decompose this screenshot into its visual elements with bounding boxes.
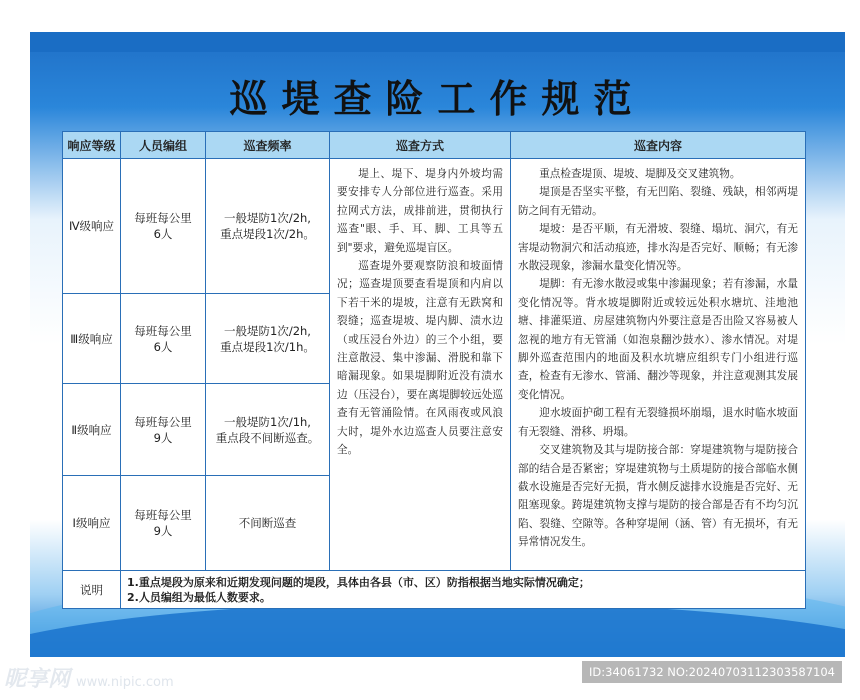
content-paragraph: 迎水坡面护砌工程有无裂缝损坏崩塌，退水时临水坡面有无裂缝、滑移、坍塌。 xyxy=(518,407,798,438)
header-level: 响应等级 xyxy=(63,132,121,159)
frequency-cell: 一般堤防1次/2h, 重点堤段1次/1h。 xyxy=(206,294,330,384)
frequency-cell: 一般堤防1次/2h, 重点堤段1次/2h。 xyxy=(206,159,330,294)
content-paragraph: 堤脚：有无渗水散浸或集中渗漏现象；若有渗漏，水量变化情况等。背水坡堤脚附近或较远处积水塘坑、洼地池塘、排灌渠道、房屋建筑物内外要注意是否出险又容易被人忽视的地方有无管涌（如泡泉翻沙鼓水）、渗水情况。对堤脚外巡查范围内的地面及积水坑塘应组织专门小组进行巡查，检查有无渗水、管涌、翻沙等现象，并注意观测其发展变化情况。 xyxy=(518,278,798,401)
header-frequency: 巡查频率 xyxy=(206,132,330,159)
table-header-row xyxy=(63,132,806,159)
patrol-spec-table xyxy=(62,131,806,609)
note-label: 说明 xyxy=(63,571,121,609)
method-paragraph: 堤上、堤下、堤身内外坡均需要安排专人分部位进行巡查。采用拉网式方法，成排前进，贯彻执行巡查"眼、手、耳、脚、工具等五到"要求，避免巡堤盲区。 xyxy=(337,168,503,254)
staff-cell: 每班每公里 6人 xyxy=(121,159,206,294)
header-content: 巡查内容 xyxy=(511,132,806,159)
page-title: 巡堤查险工作规范 xyxy=(229,77,646,121)
level-cell: Ⅱ级响应 xyxy=(63,384,121,476)
frequency-cell: 一般堤防1次/1h, 重点段不间断巡查。 xyxy=(206,384,330,476)
content-cell xyxy=(511,159,806,571)
content-paragraph: 堤坡：是否平顺，有无滑坡、裂缝、塌坑、洞穴，有无害堤动物洞穴和活动痕迹，排水沟是否完好、顺畅；有无渗水散浸现象，渗漏水量变化情况等。 xyxy=(518,223,798,273)
content-paragraph: 堤顶是否坚实平整，有无凹陷、裂缝、残缺，相邻两堤防之间有无错动。 xyxy=(518,186,798,217)
note-line: 2.人员编组为最低人数要求。 xyxy=(127,590,271,604)
method-cell xyxy=(330,159,511,571)
staff-cell: 每班每公里 6人 xyxy=(121,294,206,384)
content-paragraph: 重点检查堤顶、堤坡、堤脚及交叉建筑物。 xyxy=(539,168,741,180)
note-line: 1.重点堤段为原来和近期发现问题的堤段，具体由各县（市、区）防指根据当地实际情况确定； xyxy=(127,575,590,589)
top-stripe xyxy=(30,32,845,52)
watermark-brand: 昵享网 xyxy=(4,667,71,692)
content-paragraph: 交叉建筑物及其与堤防接合部：穿堤建筑物与堤防接合部的结合是否紧密；穿堤建筑物与土质堤防的接合部临水侧截水设施是否完好无损，背水侧反滤排水设施是否完好、无阻塞现象。跨堤建筑物支撑与堤防的接合部是否有不均匀沉陷、裂缝、空隙等。各种穿堤闸（涵、管）有无损坏，有无异常情况发生。 xyxy=(518,444,798,549)
table-row xyxy=(63,159,806,294)
frequency-cell: 不间断巡查 xyxy=(206,476,330,571)
level-cell: Ⅳ级响应 xyxy=(63,159,121,294)
watermark xyxy=(4,662,174,693)
header-method: 巡查方式 xyxy=(330,132,511,159)
level-cell: Ⅰ级响应 xyxy=(63,476,121,571)
staff-cell: 每班每公里 9人 xyxy=(121,384,206,476)
method-paragraph: 巡查堤外要观察防浪和坡面情况；巡查堤顶要查看堤顶和内肩以下若干米的堤坡，注意有无跌窝和裂缝；巡查堤坡、堤内脚、渍水边（或压浸台外边）的三个小组，要注意散浸、集中渗漏、滑脱和靠下暗漏现象。如果堤脚附近没有渍水边（压浸台），要在离堤脚较远处巡查有无管涌险情。在风雨夜或风浪大时，堤外水边巡查人员要注意安全。 xyxy=(337,260,503,457)
note-cell xyxy=(121,571,806,609)
note-row xyxy=(63,571,806,609)
staff-cell: 每班每公里 9人 xyxy=(121,476,206,571)
watermark-url: www.nipic.com xyxy=(76,675,174,690)
header-staff: 人员编组 xyxy=(121,132,206,159)
level-cell: Ⅲ级响应 xyxy=(63,294,121,384)
image-id-bar: ID:34061732 NO:20240703112303587104 xyxy=(582,661,842,683)
